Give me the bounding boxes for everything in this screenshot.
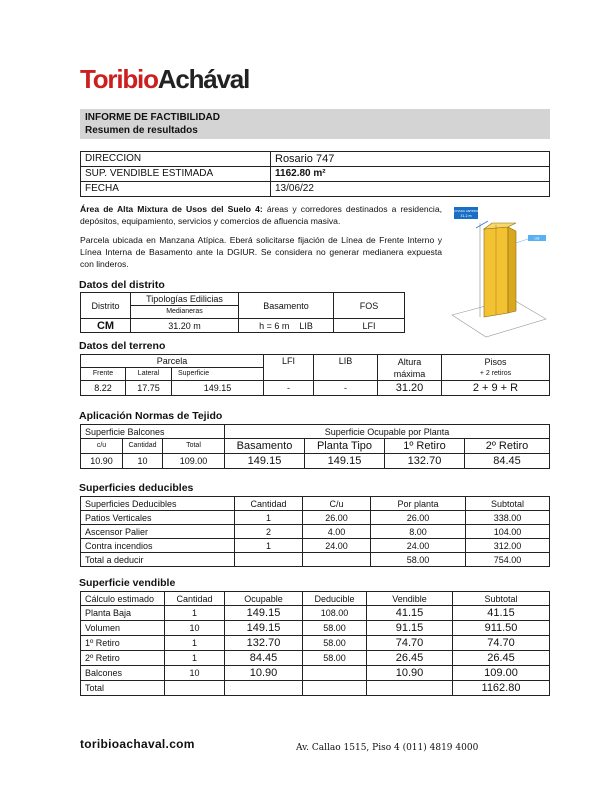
norms-section-title: Aplicación Normas de Tejido bbox=[79, 410, 223, 422]
district-table: Distrito Tipologías Edilicias Basamento FOS Medianeras CM 31.20 m h = 6 m LIB LFI bbox=[80, 292, 405, 333]
table-row: Patios Verticales 1 26.00 26.00 338.00 bbox=[81, 511, 550, 525]
terrain-section-title: Datos del terreno bbox=[79, 340, 166, 352]
table-row: Planta Baja 1 149.15 108.00 41.15 41.15 bbox=[81, 606, 550, 621]
parcel-description: Parcela ubicada en Manzana Atípica. Eberá solicitarse fijación de Línea de Frente Interno y Línea Interna de Basamento ante la DGIUR. Se considera no generar medianera expuesta con linderos. bbox=[80, 235, 442, 269]
diagram-label-lib: LIB bbox=[534, 236, 540, 241]
table-row: Ascensor Palier 2 4.00 8.00 104.00 bbox=[81, 525, 550, 539]
diagram-label-facade: FACHADA ANTERIOR bbox=[450, 209, 482, 213]
deductible-section-title: Superficies deducibles bbox=[79, 482, 194, 494]
info-table: DIRECCION Rosario 747 SUP. VENDIBLE ESTIMADA 1162.80 m² FECHA 13/06/22 bbox=[80, 151, 550, 197]
date-value: 13/06/22 bbox=[271, 182, 550, 197]
address-value: Rosario 747 bbox=[271, 152, 550, 167]
table-row: 2º Retiro 1 84.45 58.00 26.45 26.45 bbox=[81, 651, 550, 666]
report-title: INFORME DE FACTIBILIDAD bbox=[85, 112, 220, 123]
footer-address: Av. Callao 1515, Piso 4 (011) 4819 4000 bbox=[296, 743, 479, 753]
report-subtitle: Resumen de resultados bbox=[85, 125, 198, 136]
floors-value: 2 + 9 + R bbox=[442, 381, 550, 396]
table-row-total: Total a deducir 58.00 754.00 bbox=[81, 553, 550, 567]
table-row: Contra incendios 1 24.00 24.00 312.00 bbox=[81, 539, 550, 553]
table-row: Balcones 10 10.90 10.90 109.00 bbox=[81, 666, 550, 681]
terrain-table: Parcela LFI LIB Altura máxima Pisos + 2 retiros Frente Lateral Superficie 8.22 17.75 149.15 - - 31.20 2 + 9 + R bbox=[80, 354, 550, 396]
table-row-total: Total 1162.80 bbox=[81, 681, 550, 696]
table-row: 1º Retiro 1 132.70 58.00 74.70 74.70 bbox=[81, 636, 550, 651]
building-diagram bbox=[450, 203, 550, 341]
company-logo: ToribioAchával bbox=[80, 64, 250, 94]
table-row: Volumen 10 149.15 58.00 91.15 911.50 bbox=[81, 621, 550, 636]
footer-website[interactable]: toribioachaval.com bbox=[80, 737, 195, 751]
zone-description: Área de Alta Mixtura de Usos del Suelo 4: áreas y corredores destinados a residencia, depósitos, equipamiento, servicios y comercios de afluencia masiva. bbox=[80, 204, 442, 226]
grand-total-value: 1162.80 bbox=[453, 681, 550, 696]
deductible-table: Superficies Deducibles Cantidad C/u Por planta Subtotal Patios Verticales 1 26.00 26.00 338.00 Ascensor Palier 2 4.00 8.00 104.00 Contra incendios 1 24.00 24.00 312.00 Total a deducir 58.00 754.00 bbox=[80, 496, 550, 567]
district-section-title: Datos del distrito bbox=[79, 279, 165, 291]
diagram-label-height: 31.2 m bbox=[460, 214, 472, 218]
sellable-area-value: 1162.80 m² bbox=[271, 167, 550, 182]
report-header bbox=[80, 109, 550, 139]
district-code: CM bbox=[81, 319, 131, 333]
sellable-table: Cálculo estimado Cantidad Ocupable Deducible Vendible Subtotal Planta Baja 1 149.15 108.00 41.15 41.15 Volumen 10 149.15 58.00 91.15 911.50 1º Retiro 1 132.70 58.00 74.70 74.70 2º Retiro 1 84.45 58.00 26.45 26.45 Balcones 10 10.90 10.90 109.00 Total 1162.80 bbox=[80, 591, 550, 696]
norms-table: Superficie Balcones Superficie Ocupable por Planta c/u Cantidad Total Basamento Planta Tipo 1º Retiro 2º Retiro 10.90 10 109.00 149.15 149.15 132.70 84.45 bbox=[80, 424, 550, 469]
sellable-section-title: Superficie vendible bbox=[79, 577, 176, 589]
